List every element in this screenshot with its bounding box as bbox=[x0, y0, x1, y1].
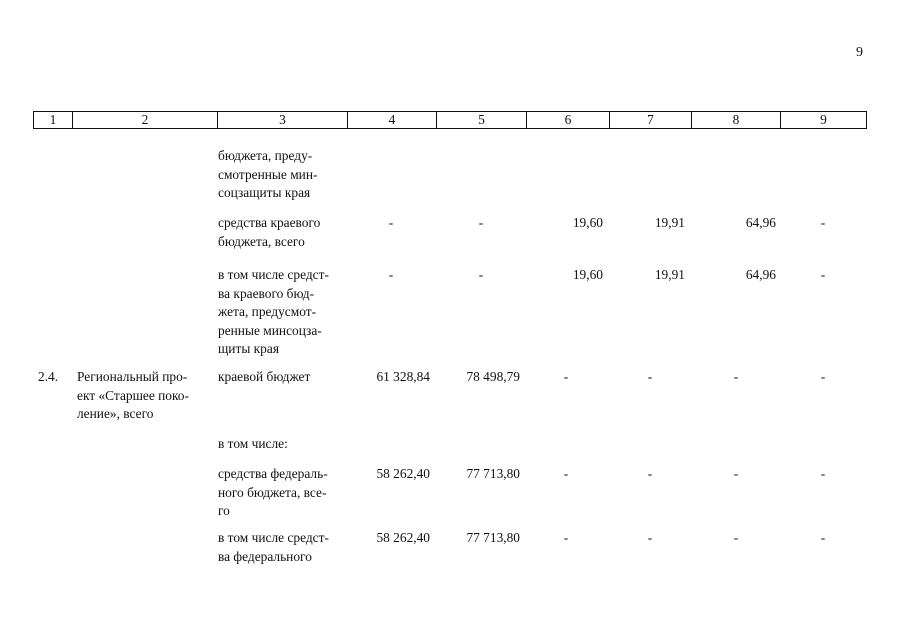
row2-col7: 19,91 bbox=[654, 215, 685, 230]
row3-col5: - bbox=[478, 267, 484, 282]
row6-col7: - bbox=[647, 466, 653, 481]
column-number-3: 3 bbox=[218, 112, 348, 129]
column-number-6: 6 bbox=[527, 112, 610, 129]
column-number-2: 2 bbox=[73, 112, 218, 129]
column-number-5: 5 bbox=[437, 112, 527, 129]
row2-col9: - bbox=[820, 215, 826, 230]
row3-col8: 64,96 bbox=[745, 267, 776, 282]
page-number: 9 bbox=[856, 45, 863, 60]
row7-col9: - bbox=[820, 530, 826, 545]
row6-col5: 77 713,80 bbox=[466, 466, 520, 481]
column-number-1: 1 bbox=[34, 112, 73, 129]
row4-col7: - bbox=[647, 369, 653, 384]
column-number-8: 8 bbox=[692, 112, 781, 129]
row5-funding-source: в том числе: bbox=[218, 436, 288, 451]
row7-col4: 58 262,40 bbox=[376, 530, 430, 545]
row3-col4: - bbox=[388, 267, 394, 282]
row4-funding-source: краевой бюджет bbox=[218, 369, 311, 384]
row4-col9: - bbox=[820, 369, 826, 384]
row6-funding-source: средства федераль- ного бюджета, все- го bbox=[218, 466, 328, 518]
row4-project-name: Региональный про- ект «Старшее поко- ление», всего bbox=[77, 369, 189, 421]
row2-col4: - bbox=[388, 215, 394, 230]
row6-col8: - bbox=[733, 466, 739, 481]
row6-col9: - bbox=[820, 466, 826, 481]
row7-col7: - bbox=[647, 530, 653, 545]
row2-col5: - bbox=[478, 215, 484, 230]
row7-col6: - bbox=[563, 530, 569, 545]
row2-funding-source: средства краевого бюджета, всего bbox=[218, 215, 321, 249]
row6-col4: 58 262,40 bbox=[376, 466, 430, 481]
row4-col5: 78 498,79 bbox=[466, 369, 520, 384]
column-number-7: 7 bbox=[610, 112, 692, 129]
row3-col7: 19,91 bbox=[654, 267, 685, 282]
row3-funding-source: в том числе средст- ва краевого бюд- жета, предусмот- ренные минсоцза- щиты края bbox=[218, 267, 329, 356]
column-number-9: 9 bbox=[781, 112, 867, 129]
column-number-4: 4 bbox=[348, 112, 437, 129]
row7-funding-source: в том числе средст- ва федерального bbox=[218, 530, 329, 564]
row1-funding-source: бюджета, преду- смотренные мин- соцзащиты края bbox=[218, 148, 318, 200]
row4-col6: - bbox=[563, 369, 569, 384]
row4-item-number: 2.4. bbox=[38, 369, 59, 384]
row3-col9: - bbox=[820, 267, 826, 282]
row7-col5: 77 713,80 bbox=[466, 530, 520, 545]
row7-col8: - bbox=[733, 530, 739, 545]
row4-col4: 61 328,84 bbox=[376, 369, 430, 384]
column-number-header bbox=[33, 111, 867, 129]
row3-col6: 19,60 bbox=[572, 267, 603, 282]
row6-col6: - bbox=[563, 466, 569, 481]
row2-col8: 64,96 bbox=[745, 215, 776, 230]
row2-col6: 19,60 bbox=[572, 215, 603, 230]
row4-col8: - bbox=[733, 369, 739, 384]
